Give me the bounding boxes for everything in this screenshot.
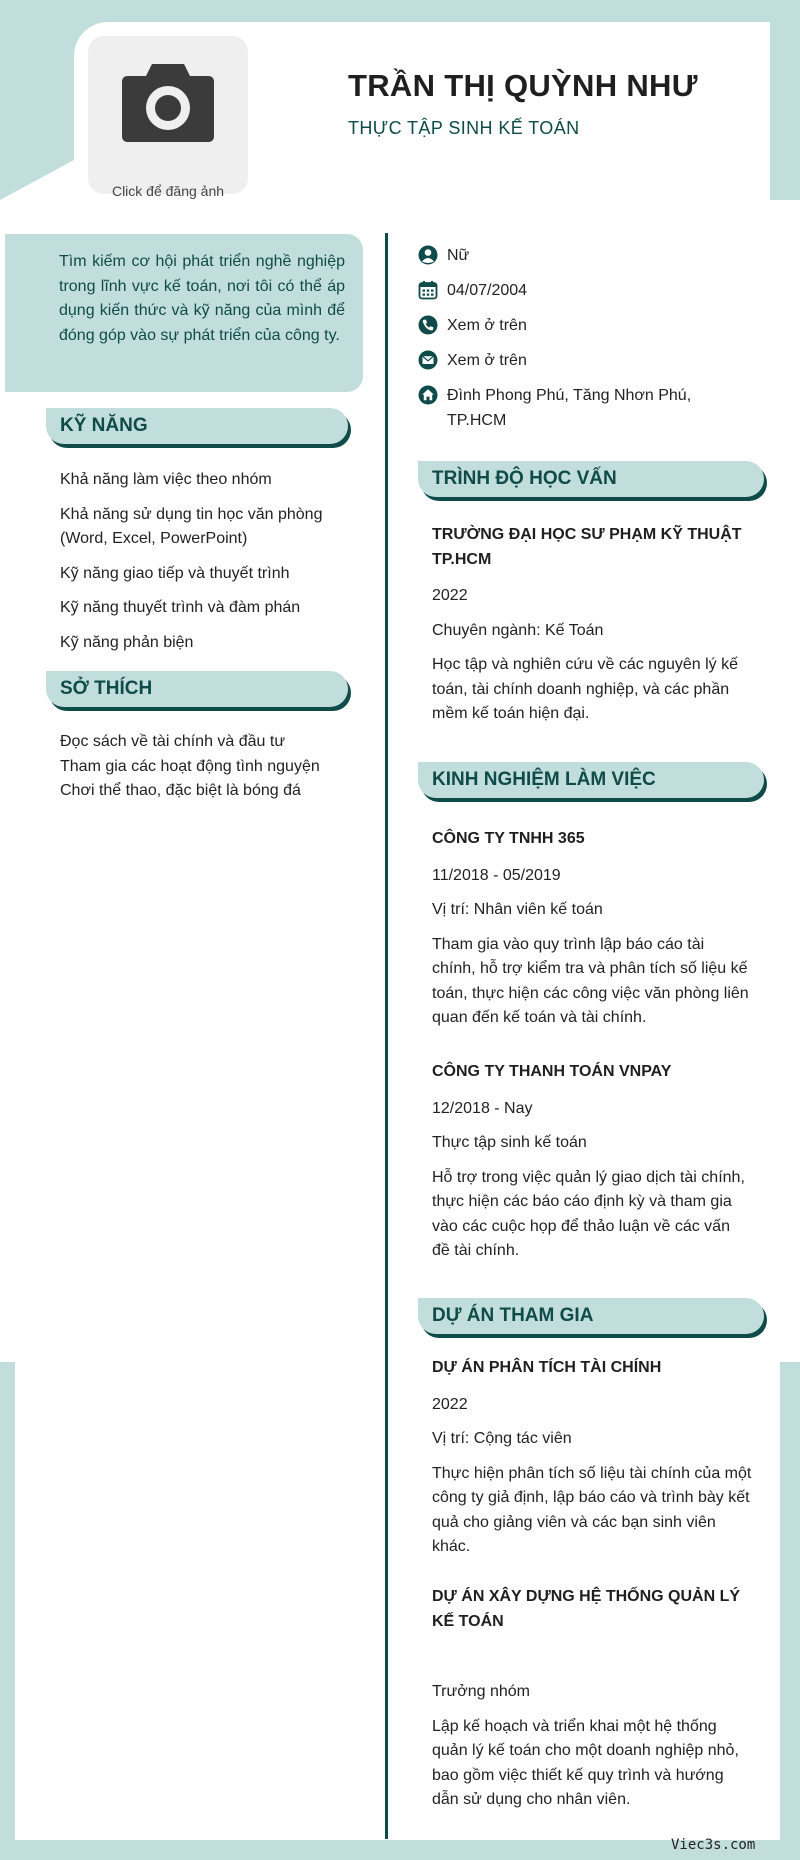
hobby-item: Chơi thể thao, đặc biệt là bóng đá: [60, 782, 301, 799]
project-name: DỰ ÁN XÂY DỰNG HỆ THỐNG QUẢN LÝ KẾ TOÁN: [432, 1588, 741, 1630]
photo-upload[interactable]: [88, 36, 248, 199]
birthday-row: [418, 278, 737, 303]
project-description: Thực hiện phân tích số liệu tài chính của một công ty giả định, lập báo cáo và trình bày kết quả cho giảng viên và các bạn sinh viên khác.: [432, 1464, 752, 1555]
job-description: Tham gia vào quy trình lập báo cáo tài chính, hỗ trợ kiểm tra và phân tích số liệu kế toán, thực hiện các công việc văn phòng liên quan đến kế toán và tài chính.: [432, 935, 749, 1026]
hobbies-heading: SỞ THÍCH: [46, 671, 348, 707]
company-name: CÔNG TY THANH TOÁN VNPAY: [432, 1063, 672, 1080]
projects-heading: DỰ ÁN THAM GIA: [418, 1298, 764, 1334]
address-row: [418, 383, 737, 433]
project-role: Vị trí: Cộng tác viên: [432, 1430, 572, 1447]
calendar-icon: [418, 280, 438, 300]
photo-caption: Click để đăng ảnh: [111, 183, 225, 199]
skills-heading: KỸ NĂNG: [46, 408, 348, 444]
mail-icon: [418, 350, 438, 370]
experience-entry: [432, 1060, 752, 1264]
hobby-item: Tham gia các hoạt động tình nguyện: [60, 757, 320, 775]
project-role: Trưởng nhóm: [432, 1683, 530, 1700]
personal-info: [418, 243, 737, 433]
column-divider: [385, 233, 388, 1839]
skill-item: Khả năng làm việc theo nhóm: [60, 471, 272, 488]
email-row: [418, 348, 737, 373]
experience-heading: KINH NGHIỆM LÀM VIỆC: [418, 762, 764, 798]
phone-icon: [418, 315, 438, 335]
job-position: Vị trí: Nhân viên kế toán: [432, 901, 603, 918]
education-year: 2022: [432, 587, 468, 604]
job-position: Thực tập sinh kế toán: [432, 1134, 587, 1151]
skill-item: Kỹ năng phản biện: [60, 633, 194, 651]
job-period: 12/2018 - Nay: [432, 1099, 533, 1117]
company-name: CÔNG TY TNHH 365: [432, 830, 585, 847]
job-period: 11/2018 - 05/2019: [432, 866, 561, 884]
skill-item: Kỹ năng giao tiếp và thuyết trình: [60, 564, 290, 582]
hobby-item: Đọc sách về tài chính và đầu tư: [60, 733, 286, 750]
gender-value: Nữ: [447, 247, 470, 264]
phone-row: [418, 313, 737, 338]
skills-list: [60, 468, 360, 655]
education-description: Học tập và nghiên cứu về các nguyên lý kế toán, tài chính doanh nghiệp, và các phần mềm kế toán hiện đại.: [432, 656, 738, 722]
project-entry: [432, 1356, 752, 1560]
home-icon: [418, 385, 438, 405]
education-heading: TRÌNH ĐỘ HỌC VẤN: [418, 461, 764, 497]
hobbies-list: [60, 730, 360, 804]
experience-entry: [432, 827, 752, 1031]
project-entry: [432, 1585, 752, 1813]
education-major: Chuyên ngành: Kế Toán: [432, 621, 604, 639]
career-objective: Tìm kiếm cơ hội phát triển nghề nghiệp trong lĩnh vực kế toán, nơi tôi có thể áp dụng kiến thức và kỹ năng của mình để đóng góp vào sự phát triển của công ty.: [5, 234, 363, 392]
birthday-value: 04/07/2004: [447, 282, 528, 299]
project-name: DỰ ÁN PHÂN TÍCH TÀI CHÍNH: [432, 1359, 662, 1376]
camera-icon: [120, 58, 216, 144]
project-description: Lập kế hoạch và triển khai một hệ thống quản lý kế toán cho một doanh nghiệp nhỏ, bao gồm việc thiết kế quy trình và hướng dẫn sử dụng cho nhân viên.: [432, 1717, 739, 1808]
header-corner-wedge: [0, 160, 74, 200]
skill-item: Khả năng sử dụng tin học văn phòng (Word, Excel, PowerPoint): [60, 505, 323, 547]
job-title: THỰC TẬP SINH KẾ TOÁN: [348, 118, 580, 138]
job-description: Hỗ trợ trong việc quản lý giao dịch tài chính, thực hiện các báo cáo định kỳ và tham gia vào các cuộc họp để thảo luận về các vấn đề tài chính.: [432, 1168, 745, 1259]
email-value: Xem ở trên: [447, 352, 527, 369]
education-entry: [432, 523, 752, 727]
school-name: TRƯỜNG ĐẠI HỌC SƯ PHẠM KỸ THUẬT TP.HCM: [432, 526, 742, 568]
project-year: 2022: [432, 1395, 468, 1413]
gender-row: [418, 243, 737, 268]
skill-item: Kỹ năng thuyết trình và đàm phán: [60, 599, 301, 616]
header-right-stripe: [770, 0, 796, 200]
candidate-name: TRẦN THỊ QUỲNH NHƯ: [348, 68, 698, 103]
address-value: Đình Phong Phú, Tăng Nhơn Phú, TP.HCM: [447, 387, 692, 429]
user-icon: [418, 245, 438, 265]
phone-value: Xem ở trên: [447, 317, 527, 334]
watermark: Viec3s.com: [671, 1837, 756, 1853]
